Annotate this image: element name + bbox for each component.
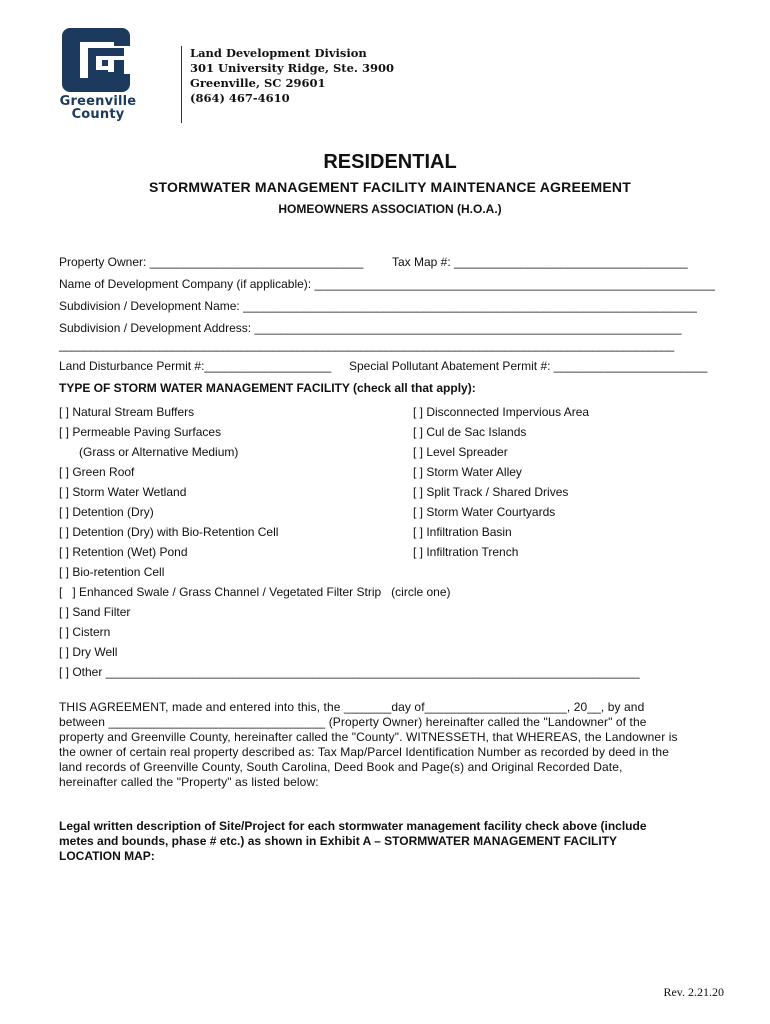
agreement-line-2: between ________________________________ (Property Owner) hereinafter called the "Landowner" of the [59,715,647,729]
checkbox-other[interactable]: [ ] Other ________________________________________________________________________________ [59,665,640,679]
subdivision-name-field[interactable]: Subdivision / Development Name: ____________________________________________________________________ [59,299,697,313]
permeable-paving-note: (Grass or Alternative Medium) [59,445,239,459]
checkbox-green-roof[interactable]: [ ] Green Roof [59,465,135,479]
subdivision-address-field[interactable]: Subdivision / Development Address: ________________________________________________________________ [59,321,682,335]
address-line-1: Land Development Division [190,46,367,60]
subdivision-address-continuation[interactable]: __________________________________________________________________________________________________ [59,338,674,352]
agreement-line-1: THIS AGREEMENT, made and entered into this, the _______day of_____________________, 20__, by and [59,700,645,714]
header-divider [181,46,182,123]
revision-label: Rev. 2.21.20 [663,985,724,999]
special-pollutant-permit-field[interactable]: Special Pollutant Abatement Permit #: _______________________ [349,359,708,373]
logo-text-line2: County [71,107,125,122]
checkbox-level-spreader[interactable]: [ ] Level Spreader [413,445,508,459]
checkbox-permeable-paving[interactable]: [ ] Permeable Paving Surfaces [59,425,222,439]
document-subtitle: STORMWATER MANAGEMENT FACILITY MAINTENANCE AGREEMENT [149,179,631,195]
checkbox-sand-filter[interactable]: [ ] Sand Filter [59,605,131,619]
facility-type-heading: TYPE OF STORM WATER MANAGEMENT FACILITY (check all that apply): [59,381,476,395]
checkbox-detention-dry[interactable]: [ ] Detention (Dry) [59,505,154,519]
address-line-2: 301 University Ridge, Ste. 3900 [190,61,394,75]
address-line-3: Greenville, SC 29601 [190,76,326,90]
checkbox-storm-water-alley[interactable]: [ ] Storm Water Alley [413,465,522,479]
agreement-line-6: hereinafter called the "Property" as listed below: [59,775,319,789]
address-line-4: (864) 467-4610 [190,91,290,105]
checkbox-cistern[interactable]: [ ] Cistern [59,625,111,639]
checkbox-retention-wet-pond[interactable]: [ ] Retention (Wet) Pond [59,545,188,559]
checkbox-dry-well[interactable]: [ ] Dry Well [59,645,118,659]
development-company-field[interactable]: Name of Development Company (if applicable): ____________________________________________________________ [59,277,715,291]
legal-description-line-2: metes and bounds, phase # etc.) as shown in Exhibit A – STORMWATER MANAGEMENT FACILITY [59,834,618,848]
agreement-line-4: the owner of certain real property described as: Tax Map/Parcel Identification Number as recorded by deed in the [59,745,669,759]
logo-text-line1: Greenville [59,94,137,109]
legal-description-line-1: Legal written description of Site/Project for each stormwater management facility check above (include [59,819,647,833]
checkbox-storm-water-wetland[interactable]: [ ] Storm Water Wetland [59,485,187,499]
land-disturbance-permit-field[interactable]: Land Disturbance Permit #:___________________ [59,359,332,373]
property-owner-field[interactable]: Property Owner: ________________________________ [59,255,364,269]
document-subtitle-2: HOMEOWNERS ASSOCIATION (H.O.A.) [278,202,502,216]
checkbox-bio-retention-cell[interactable]: [ ] Bio-retention Cell [59,565,165,579]
agreement-line-5: land records of Greenville County, South Carolina, Deed Book and Page(s) and Original Recorded Date, [59,760,623,774]
checkbox-enhanced-swale[interactable]: [ ] Enhanced Swale / Grass Channel / Vegetated Filter Strip (circle one) [59,585,451,599]
checkbox-cul-de-sac-islands[interactable]: [ ] Cul de Sac Islands [413,425,527,439]
checkbox-disconnected-impervious[interactable]: [ ] Disconnected Impervious Area [413,405,590,419]
legal-description-line-3: LOCATION MAP: [59,849,155,863]
checkbox-storm-water-courtyards[interactable]: [ ] Storm Water Courtyards [413,505,556,519]
checkbox-infiltration-trench[interactable]: [ ] Infiltration Trench [413,545,519,559]
checkbox-detention-bio-retention[interactable]: [ ] Detention (Dry) with Bio-Retention Cell [59,525,279,539]
checkbox-natural-stream-buffers[interactable]: [ ] Natural Stream Buffers [59,405,195,419]
tax-map-field[interactable]: Tax Map #: ___________________________________ [392,255,688,269]
agreement-line-3: property and Greenville County, hereinafter called the "County". WITNESSETH, that WHEREAS, the Landowner is [59,730,678,744]
checkbox-split-track[interactable]: [ ] Split Track / Shared Drives [413,485,569,499]
document-title: RESIDENTIAL [323,151,457,173]
checkbox-infiltration-basin[interactable]: [ ] Infiltration Basin [413,525,512,539]
